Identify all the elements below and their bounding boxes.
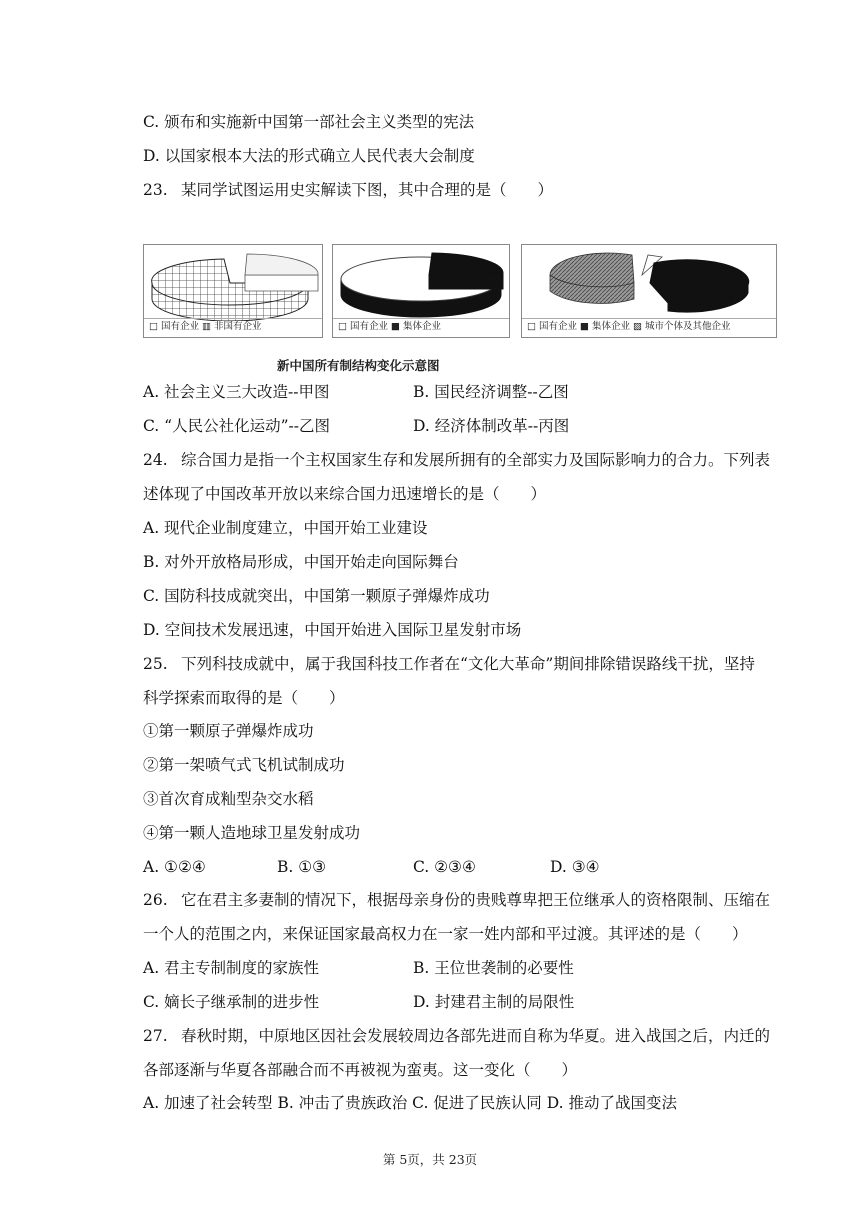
chart-jia (143, 244, 323, 338)
q23-stem: 某同学试图运用史实解读下图，其中合理的是（ ） (181, 181, 554, 199)
q25-item-3: ③首次育成籼型杂交水稻 (143, 790, 314, 808)
q23-ownership-charts (143, 244, 779, 340)
q23-option-b: B. 国民经济调整--乙图 (413, 383, 569, 401)
q25-option-b: B. ①③ (277, 858, 327, 876)
q23-option-a: A. 社会主义三大改造--甲图 (143, 383, 330, 401)
q23-option-c: C. “人民公社化运动”--乙图 (143, 417, 330, 435)
chart-yi-pie (333, 245, 511, 321)
chart-yi-legend: □ 国有企业 ■ 集体企业 (333, 318, 509, 335)
q24-stem-row (143, 449, 770, 471)
chart-jia-legend: □ 国有企业 ▥ 非国有企业 (144, 318, 322, 335)
chart-jia-pie (144, 245, 324, 321)
q24-stem-line2: 述体现了中国改革开放以来综合国力迅速增长的是（ ） (143, 485, 547, 503)
q24-option-d: D. 空间技术发展迅速，中国开始进入国际卫星发射市场 (143, 621, 522, 639)
q24-option-a: A. 现代企业制度建立，中国开始工业建设 (143, 519, 428, 537)
q23-stem-row (143, 179, 553, 201)
q25-item-2: ②第一架喷气式飞机试制成功 (143, 756, 345, 774)
q24-stem-line1: 综合国力是指一个主权国家生存和发展所拥有的全部实力及国际影响力的合力。下列表 (181, 451, 771, 469)
q26-option-a: A. 君主专制制度的家族性 (143, 959, 320, 977)
q23-number: 23. (143, 181, 168, 199)
q24-option-b: B. 对外开放格局形成，中国开始走向国际舞台 (143, 553, 459, 571)
q24-number: 24. (143, 451, 168, 469)
q25-item-1: ①第一颗原子弹爆炸成功 (143, 722, 314, 740)
q27-stem-line1: 春秋时期，中原地区因社会发展较周边各部先进而自称为华夏。进入战国之后，内迁的 (181, 1027, 771, 1045)
q25-stem-line1: 下列科技成就中，属于我国科技工作者在“文化大革命”期间排除错误路线干扰，坚持 (181, 655, 755, 673)
q26-stem-line1: 它在君主多妻制的情况下，根据母亲身份的贵贱尊卑把王位继承人的资格限制、压缩在 (181, 891, 771, 909)
q27-stem-line2: 各部逐渐与华夏各部融合而不再被视为蛮夷。这一变化（ ） (143, 1061, 578, 1079)
chart-yi (332, 244, 510, 338)
q27-options: A. 加速了社会转型 B. 冲击了贵族政治 C. 促进了民族认同 D. 推动了战国变法 (143, 1094, 677, 1112)
q26-stem-line2: 一个人的范围之内，来保证国家最高权力在一家一姓内部和平过渡。其评述的是（ ） (143, 925, 748, 943)
q24-option-c: C. 国防科技成就突出，中国第一颗原子弹爆炸成功 (143, 587, 490, 605)
chart-bing-legend: □ 国有企业 ■ 集体企业 ▨ 城市个体及其他企业 (522, 318, 776, 335)
q26-option-d: D. 封建君主制的局限性 (413, 993, 575, 1011)
q22-option-d: D. 以国家根本大法的形式确立人民代表大会制度 (143, 147, 475, 165)
chart-bing-pie (522, 245, 778, 321)
q25-stem-row (143, 653, 755, 675)
q26-option-b: B. 王位世袭制的必要性 (413, 959, 574, 977)
q27-number: 27. (143, 1027, 168, 1045)
q25-number: 25. (143, 655, 168, 673)
q25-option-a: A. ①②④ (143, 858, 206, 876)
q25-option-d: D. ③④ (550, 858, 600, 876)
chart-caption: 新中国所有制结构变化示意图 (277, 358, 440, 373)
q26-stem-row (143, 889, 770, 911)
q26-option-c: C. 嫡长子继承制的进步性 (143, 993, 320, 1011)
chart-bing (521, 244, 777, 338)
q25-stem-line2: 科学探索而取得的是（ ） (143, 689, 345, 707)
q22-option-c: C. 颁布和实施新中国第一部社会主义类型的宪法 (143, 113, 475, 131)
q26-number: 26. (143, 891, 168, 909)
q23-option-d: D. 经济体制改革--丙图 (413, 417, 570, 435)
q25-item-4: ④第一颗人造地球卫星发射成功 (143, 824, 361, 842)
page-footer: 第 5页，共 23页 (382, 1152, 478, 1167)
q25-option-c: C. ②③④ (413, 858, 476, 876)
q27-stem-row (143, 1025, 770, 1047)
